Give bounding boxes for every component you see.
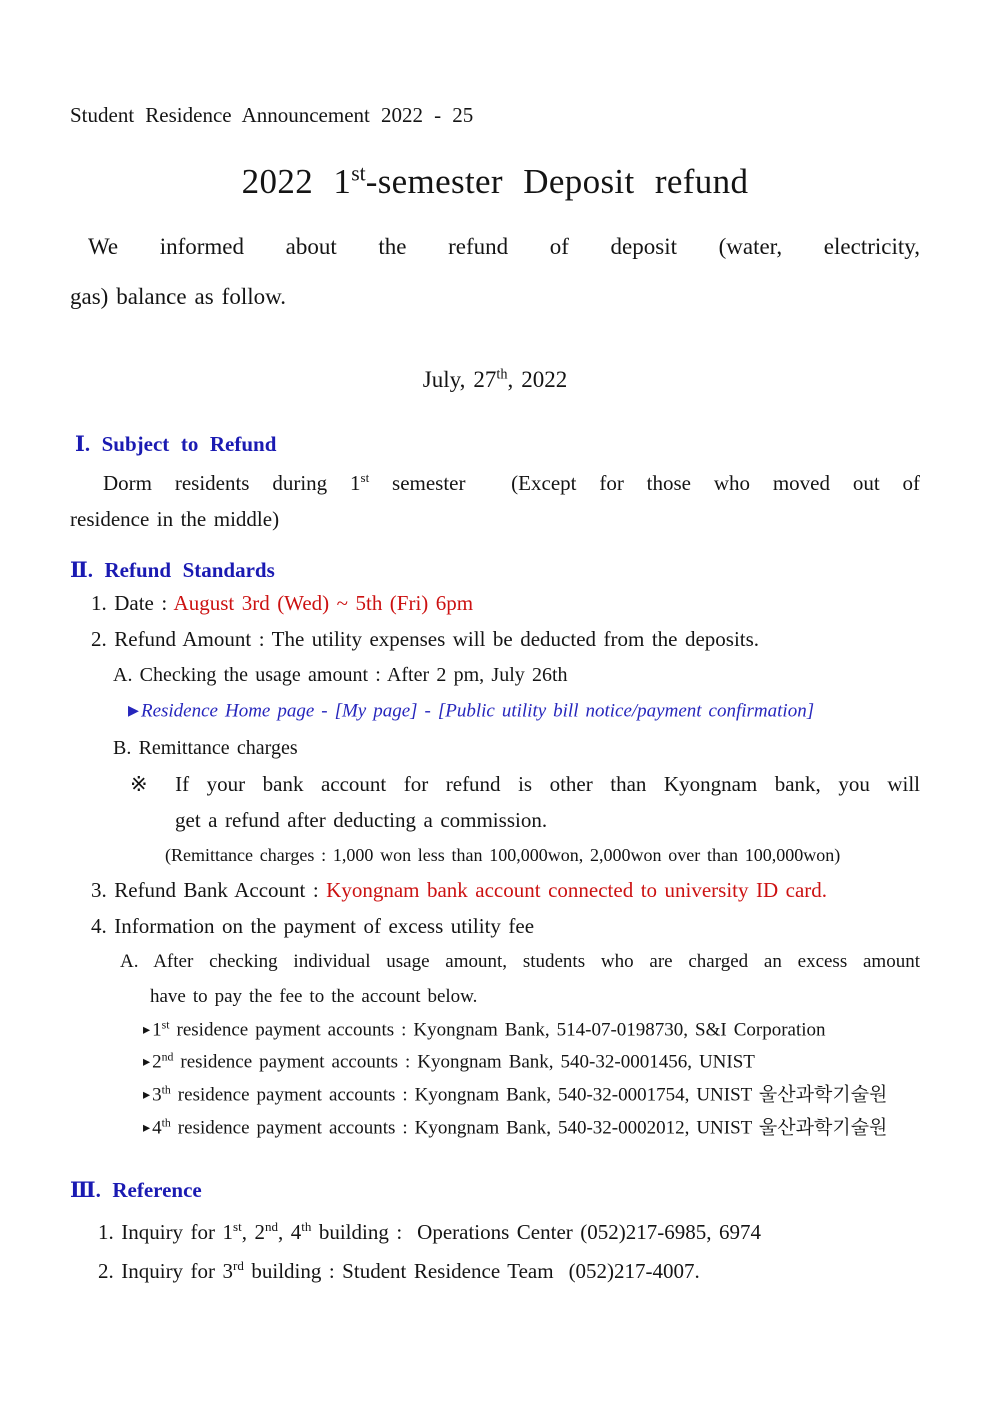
text-segment: 2. Inquiry for 3 [98, 1258, 234, 1283]
text-segment: nd [161, 1050, 174, 1064]
text-segment: semester (Except for those who moved out of [369, 471, 920, 495]
text-segment: residence payment accounts : Kyongnam Bank, 540-32-0001754, UNIST 울산과학기술원 [170, 1084, 888, 1106]
text-segment: July, 27 [422, 367, 497, 392]
text-segment: rd [233, 1257, 244, 1273]
reference-item-2 [98, 1252, 920, 1291]
section-2-heading: Ⅱ. Refund Standards [70, 558, 275, 582]
text-segment: ▶ [128, 703, 139, 719]
doc-number: Student Residence Announcement 2022 - 25 [70, 103, 474, 127]
remittance-note-line-2: get a refund after deducting a commission. [175, 807, 548, 832]
text-segment: st [233, 1218, 242, 1234]
page-title [70, 156, 920, 208]
text-segment: residence payment accounts : Kyongnam Bank, 540-32-0002012, UNIST 울산과학기술원 [170, 1117, 888, 1139]
text-segment: Kyongnam bank account connected to university ID card. [326, 877, 828, 902]
date-line [70, 364, 920, 396]
text-segment: 3 [152, 1084, 162, 1106]
text-segment: ▸ [143, 1119, 151, 1136]
payment-account-2 [143, 1046, 920, 1079]
text-segment: 2 [152, 1052, 162, 1074]
text-segment: residence payment accounts : Kyongnam Bank, 514-07-0198730, S&I Corporation [169, 1019, 826, 1041]
excess-fee-detail-line-1: A. After checking individual usage amount, students who are charged an excess amount [120, 950, 920, 972]
section-1-heading: Ⅰ. Subject to Refund [75, 432, 277, 456]
text-segment: ▸ [143, 1021, 151, 1038]
checking-usage-item: A. Checking the usage amount : After 2 pm, July 26th [113, 664, 568, 686]
text-segment: residence payment accounts : Kyongnam Bank, 540-32-0001456, UNIST [173, 1052, 755, 1074]
refund-bank-account-item [91, 872, 920, 908]
text-segment: building : Operations Center (052)217-6985, 6974 [311, 1219, 761, 1244]
text-segment: Dorm residents during 1 [103, 471, 361, 495]
text-segment: building : Student Residence Team (052)217-4007. [243, 1258, 700, 1283]
payment-account-4 [143, 1112, 920, 1145]
text-segment: , 4 [277, 1219, 302, 1244]
payment-account-1 [143, 1014, 920, 1047]
text-segment: -semester Deposit refund [365, 162, 749, 201]
text-segment: Residence Home page - [My page] - [Public utility bill notice/payment confirmation] [140, 700, 815, 722]
excess-fee-info-item: 4. Information on the payment of excess utility fee [91, 913, 535, 938]
section-3-heading: Ⅲ. Reference [70, 1177, 202, 1202]
homepage-path-note [128, 693, 920, 730]
text-segment: ▸ [143, 1087, 151, 1104]
section-1-body-line-2: residence in the middle) [70, 507, 280, 531]
text-segment: 4 [152, 1117, 162, 1139]
text-segment: , 2 [241, 1219, 265, 1244]
refund-date-item [91, 585, 920, 621]
text-segment: st [351, 161, 366, 186]
remittance-charges-item: B. Remittance charges [113, 736, 298, 759]
text-segment: th [161, 1116, 171, 1130]
text-segment: nd [264, 1218, 278, 1234]
excess-fee-detail-line-2: have to pay the fee to the account below. [150, 985, 478, 1007]
refund-amount-item: 2. Refund Amount : The utility expenses will be deducted from the deposits. [91, 627, 760, 651]
remittance-detail-note: (Remittance charges : 1,000 won less than 100,000won, 2,000won over than 100,000won) [165, 844, 841, 865]
payment-account-3 [143, 1079, 920, 1112]
text-segment: 1. Inquiry for 1 [98, 1219, 234, 1244]
text-segment: st [360, 470, 370, 485]
remittance-note-line-1: ※ If your bank account for refund is other than Kyongnam bank, you will [130, 771, 920, 796]
text-segment: th [301, 1218, 312, 1234]
text-segment: th [161, 1083, 171, 1097]
text-segment: 2022 1 [241, 162, 352, 201]
text-segment: , 2022 [507, 367, 568, 392]
text-segment: 3. Refund Bank Account : [91, 877, 327, 902]
text-segment: 1. Date : [91, 591, 174, 615]
text-segment: st [161, 1018, 170, 1032]
section-1-body-line-1 [70, 465, 920, 501]
intro-line-1: We informed about the refund of deposit (water, electricity, [88, 234, 920, 259]
text-segment: August 3rd (Wed) ~ 5th (Fri) 6pm [173, 591, 474, 615]
text-segment: ▸ [143, 1054, 151, 1071]
intro-line-2: gas) balance as follow. [70, 284, 286, 309]
text-segment: 1 [152, 1019, 162, 1041]
text-segment: th [496, 366, 508, 383]
reference-item-1 [98, 1213, 920, 1252]
